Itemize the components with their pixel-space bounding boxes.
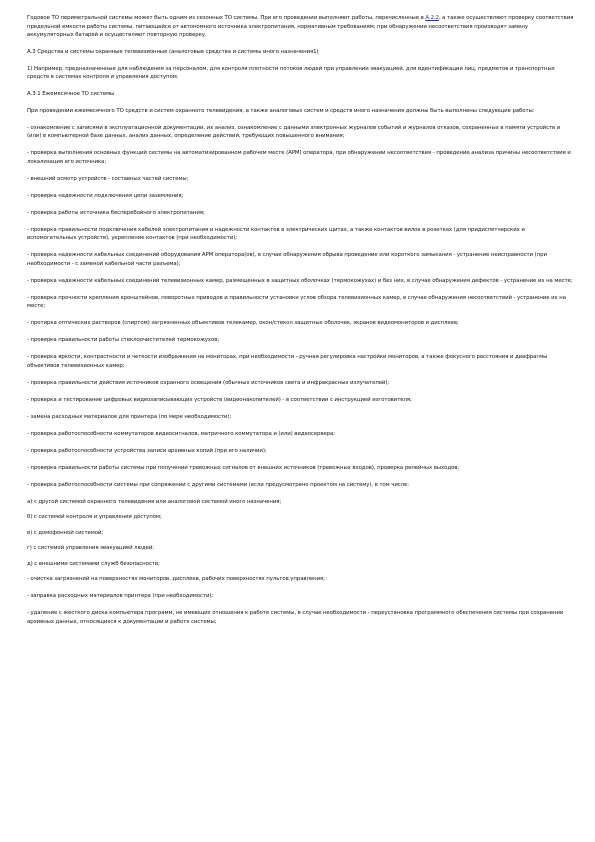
sub-list-item: в) с домофонной системой; <box>27 529 104 536</box>
list-item: - проверка яркости, контрастности и четкости изображения на мониторах, при необходимости - ручная регулировка настройки мониторов, а также фокусного расстояния и диафрагмы объективов телевизионных камер; <box>27 354 548 369</box>
sub-list-item: д) с внешними системами служб безопасности; <box>27 560 160 567</box>
list-item: - проверка правильности подключения кабелей электропитания и надежности контактов в электрических щитах, а также контактов вилок в розетках (для придиспетчерских и вспомогательных устройств), укрепление контактов (при необходимости); <box>27 226 525 241</box>
list-item: - проверка правильности действия источников охранного освещения (обычных источников света и инфракрасных излучателей); <box>27 379 390 386</box>
list-item: - заправка расходных материалов принтера (при необходимости); <box>27 593 214 599</box>
list-item: - замена расходных материалов для принтера (по мере необходимости); <box>27 413 232 420</box>
list-item: - проверка и тестирование цифровых видеозаписывающих устройств (видеонакопителей) - в соответствии с инструкцией изготовителя; <box>27 396 412 403</box>
intro-paragraph: При проведении ежемесячного ТО средств и систем охранного телевидения, а также аналоговых систем и средств иного назначения должны быть выполнены следующие работы: <box>27 107 535 114</box>
list-item: - проверка работы источника бесперебойного электропитания; <box>27 209 205 216</box>
list-item: - проверка прочности крепления кронштейнов, поворотных приводов и правильности установки углов обзора телевизионных камер, в случае обнаружения несоответствий - устранение их на месте; <box>27 294 566 309</box>
list-item: - протирка оптических растворов (спиртом) загрязненных объективов телекамер, окон/стекол защитных оболочек, экранов видеомониторов и дисплеев; <box>27 320 459 326</box>
list-item: - проверка правильности работы системы при получении тревожных сигналов от внешних источников (тревожных входов), проверка релейных выходов; <box>27 464 460 471</box>
sub-list-item: г) с системой управления эвакуацией людей; <box>27 545 155 551</box>
list-item: - очистка загрязнений на поверхностях мониторов, дисплеев, рабочих поверхностях пультов управления; <box>27 576 325 582</box>
reference-link-a-2-2[interactable]: А.2.2 <box>425 15 439 21</box>
section-heading-a3-1: А.3.1 Ежемесячное ТО системы <box>27 91 115 97</box>
section-heading-a3: А.3 Средства и системы охранные телевизионные (аналоговые средства и системы иного назначения1) <box>27 49 319 55</box>
list-item: - проверка выполнения основных функций системы на автоматизированном рабочем месте (АРМ) оператора, при обнаружении несоответствия - проведение анализа причины несоответствия и локализация его источника; <box>27 150 571 165</box>
sub-list-item: б) с системой контроля и управления доступом; <box>27 514 162 520</box>
list-item: - проверка правильности работы стеклоочистителей термокожухов; <box>27 337 220 343</box>
document-page <box>27 14 575 635</box>
list-item: - проверка работоспособности коммутаторов видеосигналов, матричного коммутатора и (или) видеосервера; <box>27 430 336 437</box>
list-item: - внешний осмотр устройств - составных частей системы; <box>27 175 189 182</box>
list-item: - проверка работоспособности системы при сопряжении с другими системами (если предусмотрено проектом на систему), в том числе: <box>27 481 410 488</box>
paragraph-annual-perimeter-maintenance: Годовое ТО периметральной системы может быть одним из сезонных ТО системы. При его проведении выполняют работы, перечисленные в А.2.2, а также осуществляют проверку соответствия предельной емкости работы системы, питающейся от автономного источника электропитания, нормативным требованиям; при обнаружении несоответствия производят замену аккумуляторных батарей и осуществляют повторную проверку. <box>27 15 574 38</box>
footnote-paragraph: 1) Например, предназначенные для наблюдения за персоналом, для контроля плотности потоков людей при управлении эвакуацией, для идентификации лиц, предметов и транспортных средств в системах контроля и управления доступом. <box>27 65 555 80</box>
list-item: - ознакомление с записями в эксплуатационной документации, их анализ, ознакомление с данными электронных журналов событий и журналов отказов, сохраненных в памяти устройств и (или) в компьютерной базе данных, анализ данных, определение действий, требующих повышенного внимания; <box>27 124 561 139</box>
sub-list-item: а) с другой системой охранного телевидения или аналоговой системой иного назначения; <box>27 498 282 505</box>
list-item: - проверка надежности подключения цепи заземления; <box>27 192 184 199</box>
list-item: - проверка надежности кабельных соединений телевизионных камер, размещенных в защитных оболочках (термокожухах) и без них, в случае обнаружения дефектов - устранение их на месте; <box>27 277 573 284</box>
list-item: - проверка работоспособности устройства записи архивных копий (при его наличии); <box>27 447 267 454</box>
list-item: - проверка надежности кабельных соединений оборудования АРМ оператора(ов), в случае обнаружения обрыва проведение или короткого замыкания - устранение неисправности (при необходимости - с заменой кабельной части разъема); <box>27 252 547 267</box>
list-item: - удаление с жесткого диска компьютера программ, не имеющих отношения к работе системы, в случае необходимости - переустановка программного обеспечения системы при сохранении архивных данных, относящихся к документации и работе системы; <box>27 610 564 625</box>
